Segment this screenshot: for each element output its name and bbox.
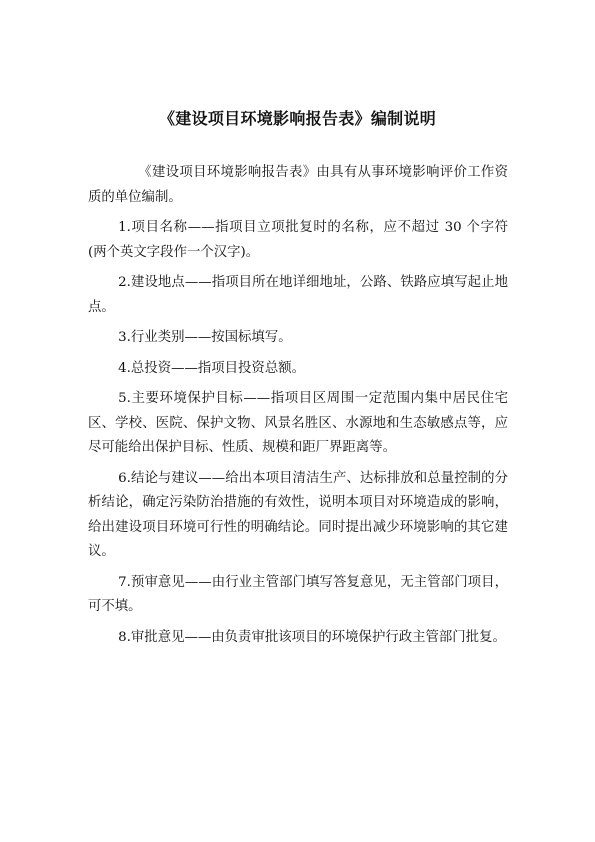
intro-paragraph: 《建设项目环境影响报告表》由具有从事环境影响评价工作资质的单位编制。: [88, 165, 508, 205]
item-construction-site: 2.建设地点——指项目所在地详细地址，公路、铁路应填写起止地点。: [88, 275, 508, 315]
item-conclusions: 6.结论与建议——给出本项目清洁生产、达标排放和总量控制的分析结论，确定污染防治措施的有效性，说明本项目对环境造成的影响，给出建设项目环境可行性的明确结论。同时提出减少环境影响的其它建议。: [88, 470, 508, 559]
item-approval: 8.审批意见——由负责审批该项目的环境保护行政主管部门批复。: [118, 629, 506, 645]
document-body: [88, 161, 508, 656]
document-title: 《建设项目环境影响报告表》编制说明: [158, 109, 437, 128]
item-project-name: 1.项目名称——指项目立项批复时的名称，应不超过 30 个字符(两个英文字段作一个汉字)。: [88, 220, 508, 260]
item-total-investment: 4.总投资——指项目投资总额。: [118, 360, 305, 376]
item-industry-category: 3.行业类别——按国标填写。: [118, 330, 292, 345]
item-pre-review: 7.预审意见——由行业主管部门填写答复意见，无主管部门项目，可不填。: [88, 574, 508, 614]
item-protection-targets: 5.主要环境保护目标——指项目区周围一定范围内集中居民住宅区、学校、医院、保护文物、风景名胜区、水源地和生态敏感点等，应尽可能给出保护目标、性质、规模和距厂界距离等。: [88, 391, 508, 455]
